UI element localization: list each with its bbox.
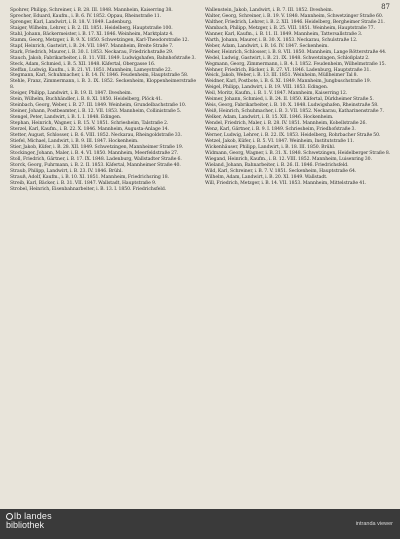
directory-entry: Stark, Friedrich, Maurer, i. B. 30. I. 1853. Neckarau, Friedrichstraße 29. [10,49,174,55]
viewer-label: intranda viewer [355,521,393,527]
viewer-footer [0,509,400,539]
directory-entry: Wiegand, Heinrich, Kaufm., i. B. 12. VIII. 1852. Mannheim, Luisenring 30. [205,156,372,162]
directory-entry: Strobel, Heinrich, Eisenbahnarbeiter, i. B. 13. I. 1850. Friedrichsfeld. [10,186,167,192]
directory-entry: Streib, Karl, Bäcker, i. B. 31. VII. 1847. Wallstadt, Hauptstraße 9. [10,180,157,186]
directory-entry: Wilhelm, Adam, Landwirt, i. B. 20. XI. 1849. Wallstadt. [205,174,328,180]
directory-entry: Spohrer, Philipp, Schreiner, i. B. 28. III. 1848. Mannheim, Kaiserring 38. [10,8,173,13]
directory-entry: Wenz, Karl, Gärtner, i. B. 9. I. 1849. Schriesheim, Friedhofstraße 3. [205,127,356,133]
directory-entry: Weis, Georg, Fabrikarbeiter, i. B. 10. X. 1848. Ludwigshafen, Rheinstraße 58. [205,103,379,109]
directory-entry: Walter, Georg, Schreiner, i. B. 19. V. 1848. Mannheim, Schwetzinger Straße 60. [205,13,384,19]
directory-entry: Stier, Jakob, Küfer, i. B. 28. XII. 1849. Schwetzingen, Mannheimer Straße 19. [10,144,184,150]
directory-entry: Wild, Karl, Schreiner, i. B. 7. V. 1851. Seckenheim, Hauptstraße 64. [205,168,357,174]
directory-entry: Stoll, Friedrich, Gärtner, i. B. 17. IX. 1848. Ladenburg, Wallstadter Straße 6. [10,156,182,162]
directory-entry: Steffan, Ludwig, Kaufm., i. B. 21. VI. 1851. Mannheim, Lameystraße 22. [10,67,173,73]
directory-entry: Wetzel, Jakob, Küfer, i. B. 5. VI. 1847. Weinheim, Institutstraße 11. [205,138,355,144]
directory-entry: Wanner, Karl, Kaufm., i. B. 11. II. 1849. Mannheim, Tattersallstraße 3. [205,31,363,37]
directory-entry: Welker, Adam, Landwirt, i. B. 15. XII. 1846. Hockenheim. [205,115,334,121]
directory-entry: Steinbach, Georg, Weber, i. B. 27. III. 1849. Weinheim, Grundelbachstraße 10. [10,103,187,109]
directory-entry: Stetter, August, Schlosser, i. B. 6. VIII. 1852. Neckarau, Rheingoldstraße 33. [10,133,182,139]
library-logo[interactable] [6,512,52,530]
directory-entry: Wallenstein, Jakob, Landwirt, i. B. 7. III. 1852. Ilvesheim. [205,8,334,13]
directory-entry: Weber, Heinrich, Schlosser, i. B. 8. VII. 1850. Mannheim, Lange Rötterstraße 44. [205,49,387,55]
directory-entry: Weimer, Johann, Schmied, i. B. 24. II. 1850. Käfertal, Dürkheimer Straße 5. [205,97,374,103]
directory-entry: Werner, Ludwig, Lehrer, i. B. 22. IX. 1853. Heidelberg, Rohrbacher Straße 50. [205,133,381,139]
directory-entry: Sprenger, Karl, Landwirt, i. B. 18. V. 1849. Ladenburg. [10,19,133,25]
directory-entry: Stauch, Jakob, Fabrikarbeiter, i. B. 11. VIII. 1849. Ludwigshafen, Bahnhofstraße 3. [10,55,196,61]
directory-entry: Wickenhäuser, Philipp, Landwirt, i. B. 18. III. 1850. Brühl. [205,144,336,150]
directory-entry: Widmann, Georg, Wagner, i. B. 31. X. 1848. Schwetzingen, Heidelberger Straße 8. [205,150,391,156]
logo-text-line2: bibliothek [6,520,45,530]
left-column [10,8,196,193]
directory-entry: Stengel, Peter, Landwirt, i. B. 1. I. 1848. Edingen. [10,115,122,121]
directory-entry: Weick, Jakob, Weber, i. B. 13. III. 1851. Weinheim, Müllheimer Tal 8. [205,73,358,79]
directory-entry: Stein, Wilhelm, Buchhändler, i. B. 8. XI. 1850. Heidelberg, Plöck 41. [10,97,163,103]
directory-entry: Sterzel, Karl, Kaufm., i. B. 22. X. 1846. Mannheim, Augusta-Anlage 14. [10,127,169,133]
directory-entry: Wegmann, Georg, Zimmermann, i. B. 4. I. 1852. Feudenheim, Wilhelmstraße 15. [205,61,386,67]
directory-entry: Strauß, Adolf, Kaufm., i. B. 10. XI. 1851. Mannheim, Friedrichsring 18. [10,174,170,180]
directory-entry: Will, Friedrich, Metzger, i. B. 14. VII. 1853. Mannheim, Mittelstraße 41. [205,180,367,186]
directory-entry: Wambach, Philipp, Metzger, i. B. 25. VIII. 1851. Weinheim, Hauptstraße 77. [205,25,375,31]
directory-entry: Stapf, Heinrich, Gastwirt, i. B. 24. VII. 1847. Mannheim, Breite Straße 7. [10,43,174,49]
right-column [205,8,391,187]
logo-text-line1: lb landes [14,511,52,521]
directory-entry: Steiner, Johann, Postbeamter, i. B. 12. VII. 1853. Mannheim, Collinistraße 5. [10,109,182,115]
directory-entry: Stahl, Johann, Bäckermeister, i. B. 17. XI. 1846. Weinheim, Marktplatz 4. [10,31,174,37]
directory-entry: Warth, Johann, Maurer, i. B. 30. X. 1853. Neckarau, Schulstraße 12. [205,37,358,43]
directory-entry: Steck, Adam, Schmied, i. B. 5. XII. 1848. Käfertal, Obergasse 16. [10,61,156,67]
directory-entry: Stephan, Heinrich, Wagner, i. B. 15. V. 1851. Schriesheim, Talstraße 2. [10,121,169,127]
directory-entry: Straub, Philipp, Landwirt, i. B. 23. IV. 1846. Brühl. [10,168,123,174]
directory-entry: Steiger, Philipp, Landwirt, i. B. 19. II. 1847. Ilvesheim. [10,91,132,97]
directory-entry: Walther, Friedrich, Lehrer, i. B. 2. XII. 1846. Heidelberg, Bergheimer Straße 21. [205,19,385,25]
directory-entry: Stamm, Georg, Metzger, i. B. 9. X. 1850. Schwetzingen, Karl-Theodorstraße 12. [10,37,189,43]
directory-entry: Weiß, Heinrich, Schuhmacher, i. B. 3. VII. 1852. Neckarau, Katharinenstraße 7. [205,109,384,115]
directory-entry: Sprecher, Eduard, Kaufm., i. B. 6. IV. 1852. Oppau, Rheinstraße 11. [10,13,162,19]
directory-entry: Stiefel, Michael, Landwirt, i. B. 9. III. 1847. Hockenheim. [10,138,139,144]
directory-entry: Storck, Georg, Fuhrmann, i. B. 2. II. 1853. Käfertal, Mannheimer Straße 40. [10,162,181,168]
directory-entry: Weidner, Karl, Postbote, i. B. 6. XI. 1849. Mannheim, Jungbuschstraße 19. [205,79,372,85]
directory-entry: Wedel, Ludwig, Gastwirt, i. B. 21. IX. 1848. Schwetzingen, Schloßplatz 2. [205,55,370,61]
directory-entry: Weber, Adam, Landwirt, i. B. 16. IV. 1847. Seckenheim. [205,43,329,49]
directory-entry: Wendel, Friedrich, Maler, i. B. 28. IV. 1851. Mannheim, Kobellstraße 26. [205,121,367,127]
page-number: 87 [381,3,390,11]
directory-entry: Stehle, Franz, Zimmermann, i. B. 3. IX. 1852. Seckenheim, Kloppenheimerstraße 8. [10,79,196,91]
directory-entry: Wieland, Johann, Bahnarbeiter, i. B. 26. II. 1846. Friedrichsfeld. [205,162,349,168]
directory-entry: Stockinger, Johann, Maler, i. B. 4. VI. 1850. Mannheim, Meerfeldstraße 27. [10,150,179,156]
directory-entry: Wehner, Friedrich, Bäcker, i. B. 27. VI. 1846. Ladenburg, Hauptstraße 31. [205,67,371,73]
directory-entry: Weigel, Philipp, Landwirt, i. B. 19. VIII. 1853. Edingen. [205,85,329,91]
directory-entry: Stegmann, Karl, Schuhmacher, i. B. 14. IV. 1846. Feudenheim, Hauptstraße 58. [10,73,189,79]
directory-entry: Staiger, Wilhelm, Lehrer, i. B. 2. III. 1851. Heidelberg, Hauptstraße 100. [10,25,173,31]
directory-entry: Weil, Moritz, Kaufm., i. B. 1. V. 1847. Mannheim, Kaiserring 12. [205,91,348,97]
